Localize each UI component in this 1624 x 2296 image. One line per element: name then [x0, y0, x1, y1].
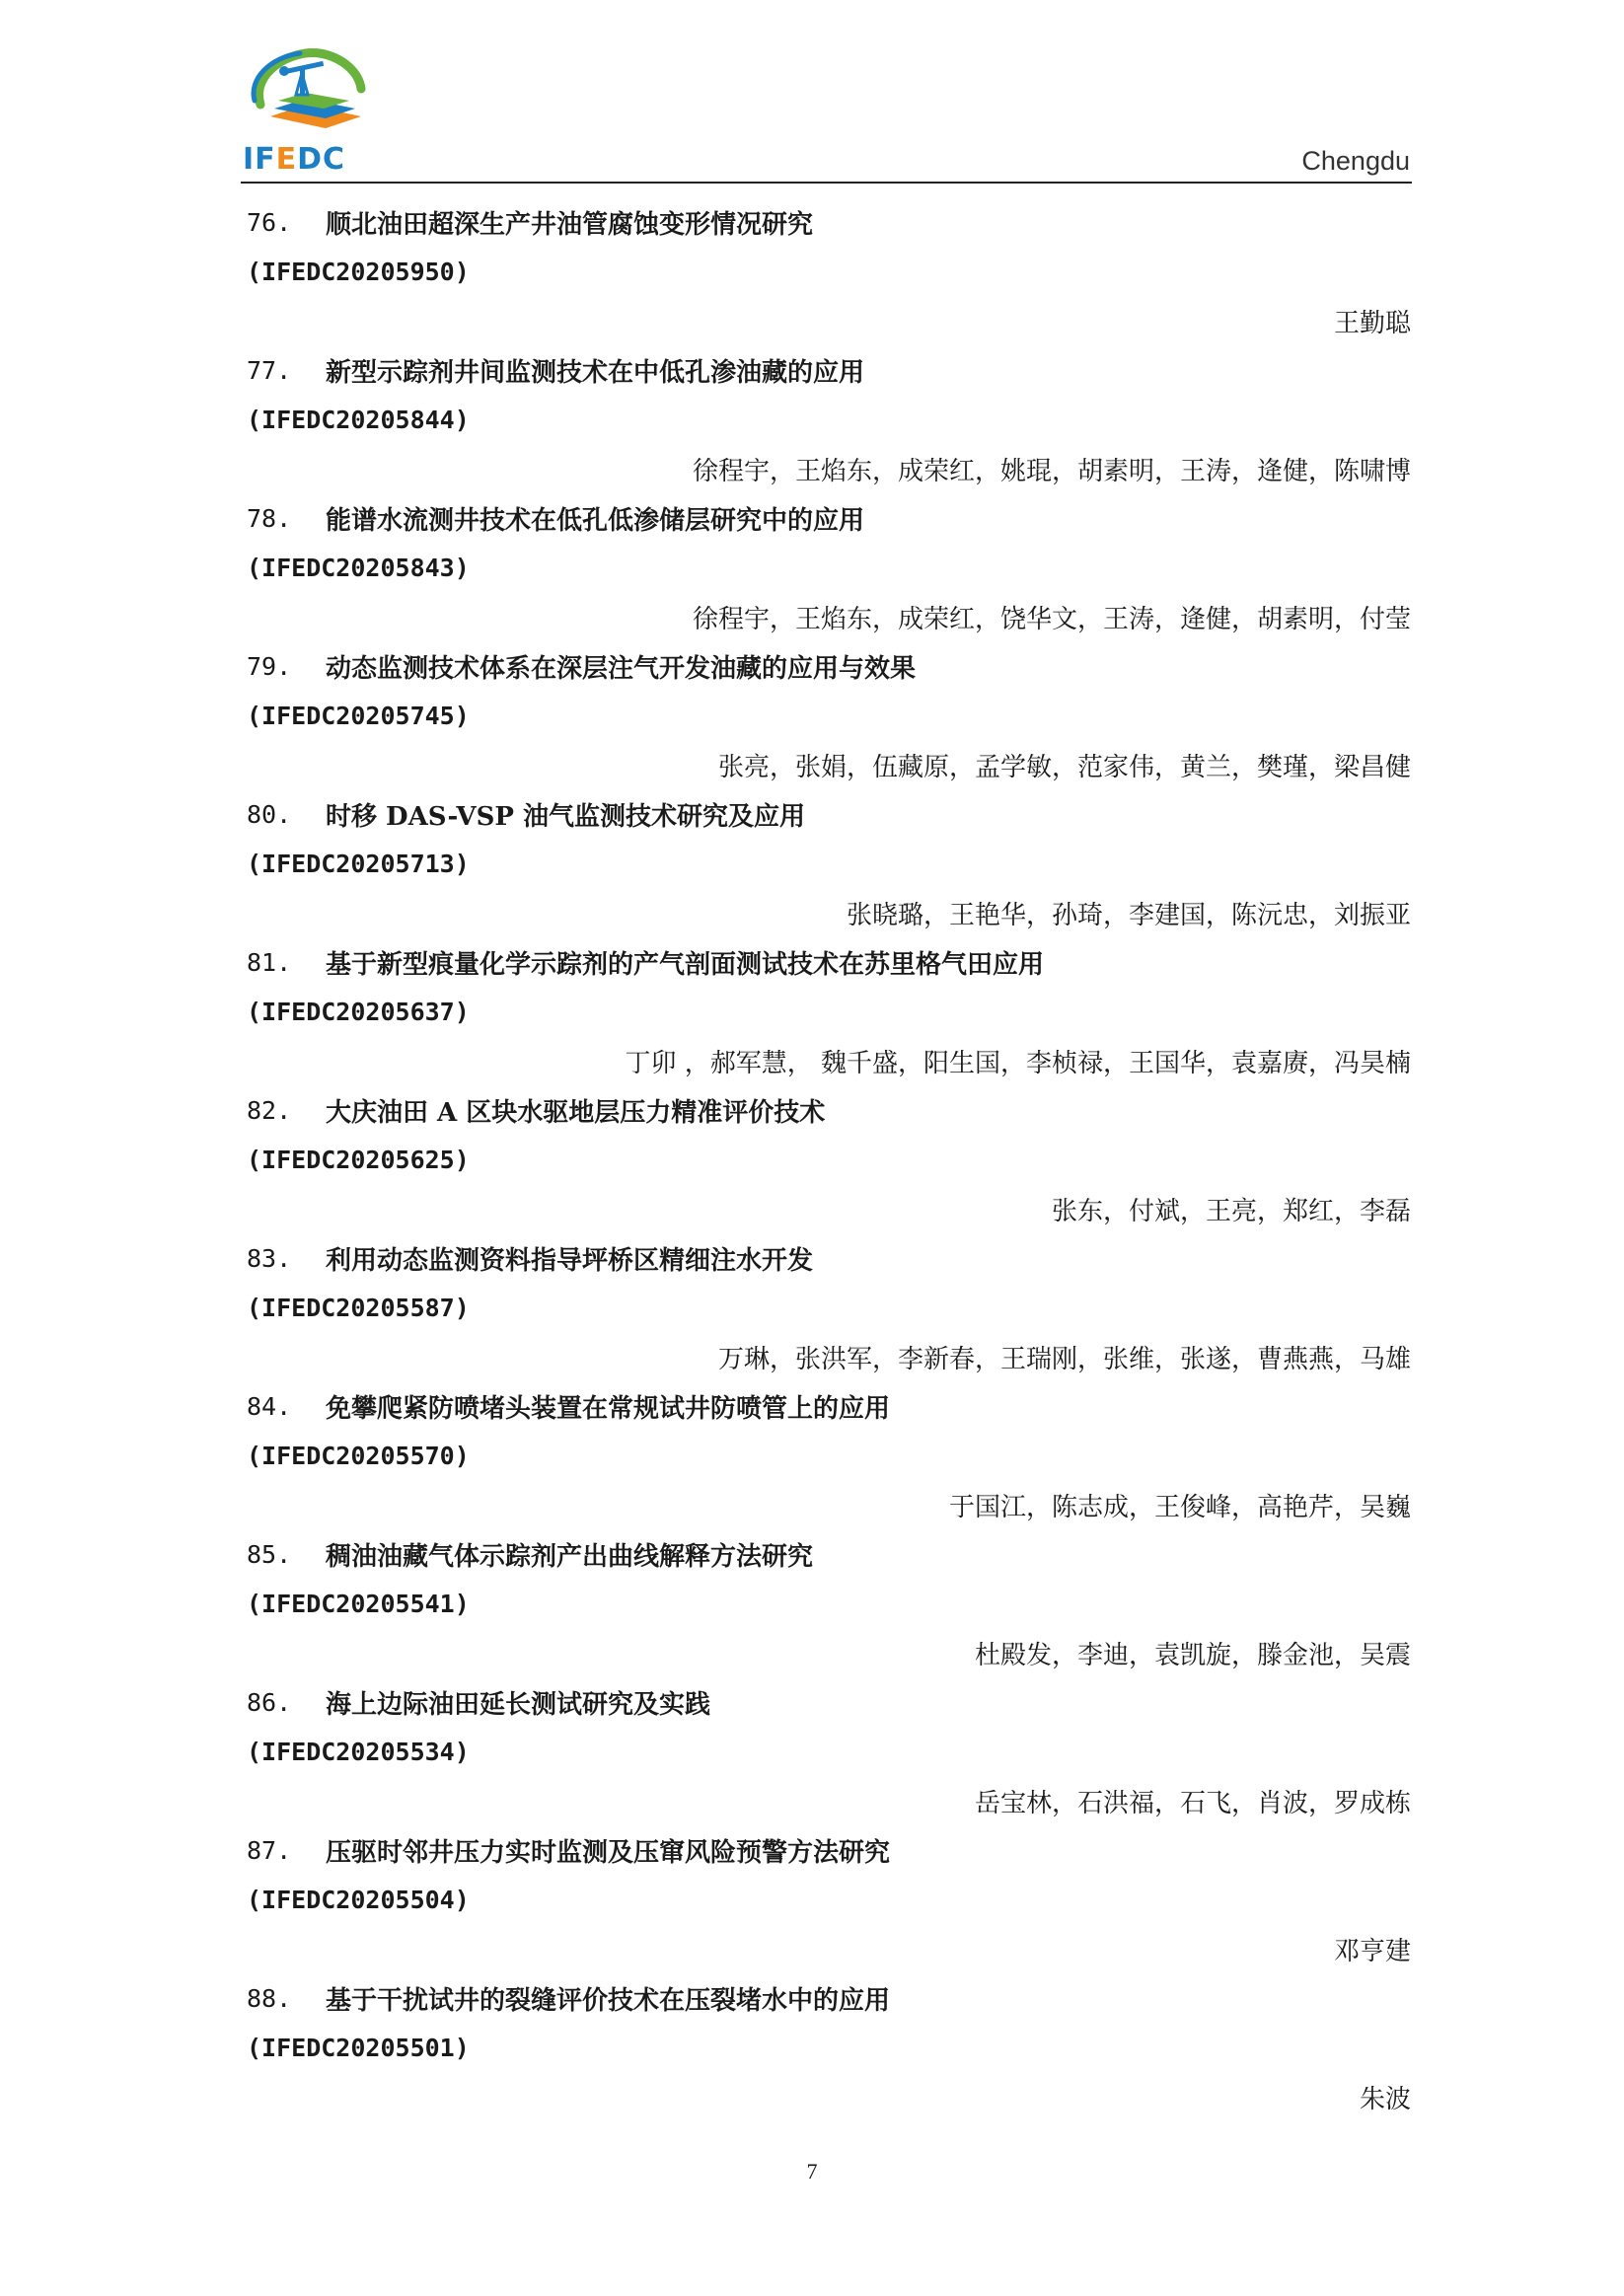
- entry-authors: 徐程宇，王焰东，成荣红，姚琨，胡素明，王涛，逄健，陈啸博: [692, 456, 1411, 486]
- paper-entry: [247, 1973, 1411, 2121]
- paper-list: [247, 197, 1411, 2121]
- paper-entry: [247, 345, 1411, 493]
- entry-number: 81.: [247, 947, 292, 977]
- entry-title: 海上边际油田延长测试研究及实践: [326, 1689, 711, 1720]
- entry-code: (IFEDC20205713): [247, 849, 470, 878]
- entry-title-line: [247, 1233, 1411, 1283]
- entry-authors: 邓亨建: [1333, 1936, 1411, 1966]
- entry-authors: 张亮，张娟，伍藏原，孟学敏，范家伟，黄兰，樊瑾，梁昌健: [717, 752, 1411, 782]
- entry-title-line: [247, 197, 1411, 247]
- entry-title: 顺北油田超深生产井油管腐蚀变形情况研究: [326, 209, 814, 240]
- entry-code: (IFEDC20205501): [247, 2033, 470, 2062]
- entry-title: 能谱水流测井技术在低孔低渗储层研究中的应用: [326, 505, 865, 536]
- entry-title: 免攀爬紧防喷堵头装置在常规试井防喷管上的应用: [326, 1393, 891, 1424]
- paper-entry: [247, 197, 1411, 345]
- paper-entry: [247, 1233, 1411, 1381]
- entry-number: 83.: [247, 1243, 292, 1273]
- entry-title: 基于新型痕量化学示踪剂的产气剖面测试技术在苏里格气田应用: [326, 949, 1045, 980]
- entry-authors: 岳宝林，石洪福，石飞，肖波，罗成栋: [974, 1788, 1411, 1818]
- entry-number: 86.: [247, 1687, 292, 1717]
- logo-text-dc: DC: [297, 142, 346, 177]
- paper-entry: [247, 1825, 1411, 1973]
- entry-code: (IFEDC20205950): [247, 257, 470, 286]
- paper-entry: [247, 1085, 1411, 1233]
- entry-title-line: [247, 345, 1411, 395]
- entry-code: (IFEDC20205541): [247, 1589, 470, 1618]
- entry-title: 压驱时邻井压力实时监测及压窜风险预警方法研究: [326, 1837, 891, 1868]
- entry-authors: 张晓璐，王艳华，孙琦，李建国，陈沅忠，刘振亚: [846, 900, 1411, 930]
- page-number: 7: [806, 2159, 818, 2184]
- entry-number: 79.: [247, 651, 292, 681]
- entry-code: (IFEDC20205637): [247, 997, 470, 1026]
- ifedc-logo: [241, 43, 379, 182]
- entry-title-line: [247, 1085, 1411, 1135]
- entry-code: (IFEDC20205570): [247, 1441, 470, 1470]
- entry-title: 动态监测技术体系在深层注气开发油藏的应用与效果: [326, 653, 917, 684]
- entry-title: 时移 DAS-VSP 油气监测技术研究及应用: [326, 801, 805, 832]
- entry-number: 84.: [247, 1391, 292, 1421]
- entry-title: 新型示踪剂井间监测技术在中低孔渗油藏的应用: [326, 357, 865, 388]
- paper-entry: [247, 493, 1411, 641]
- entry-number: 82.: [247, 1095, 292, 1125]
- entry-code: (IFEDC20205587): [247, 1293, 470, 1322]
- entry-number: 78.: [247, 503, 292, 533]
- logo-wordmark: [243, 142, 345, 177]
- entry-authors: 朱波: [1359, 2084, 1411, 2114]
- paper-entry: [247, 641, 1411, 789]
- entry-authors: 于国江，陈志成，王俊峰，高艳芹，吴巍: [948, 1492, 1411, 1522]
- entry-authors: 张东，付斌，王亮，郑红，李磊: [1051, 1196, 1411, 1226]
- header-city: Chengdu: [1301, 146, 1410, 176]
- entry-title-line: [247, 789, 1411, 839]
- logo-text-e: E: [275, 142, 298, 177]
- page-header: [241, 43, 1412, 185]
- entry-number: 77.: [247, 355, 292, 385]
- paper-entry: [247, 1677, 1411, 1825]
- logo-text-if: IF: [243, 142, 276, 177]
- entry-number: 76.: [247, 207, 292, 237]
- entry-authors: 杜殿发，李迪，袁凯旋，滕金池，吴震: [974, 1640, 1411, 1670]
- entry-title: 稠油油藏气体示踪剂产出曲线解释方法研究: [326, 1541, 814, 1572]
- entry-title: 利用动态监测资料指导坪桥区精细注水开发: [326, 1245, 814, 1276]
- entry-title: 基于干扰试井的裂缝评价技术在压裂堵水中的应用: [326, 1985, 891, 2016]
- entry-number: 87.: [247, 1835, 292, 1865]
- entry-title-line: [247, 1677, 1411, 1727]
- oil-pump-logo-icon: [241, 43, 371, 138]
- entry-title: 大庆油田 A 区块水驱地层压力精准评价技术: [326, 1097, 826, 1128]
- entry-code: (IFEDC20205625): [247, 1145, 470, 1174]
- entry-title-line: [247, 1529, 1411, 1579]
- entry-title-line: [247, 1825, 1411, 1875]
- entry-number: 88.: [247, 1983, 292, 2013]
- entry-title-line: [247, 937, 1411, 987]
- entry-authors: 万琳，张洪军，李新春，王瑞刚，张维，张遂，曹燕燕，马雄: [717, 1344, 1411, 1374]
- entry-number: 80.: [247, 799, 292, 829]
- paper-entry: [247, 1529, 1411, 1677]
- entry-authors: 丁卯 ，郝军慧， 魏千盛，阳生国，李桢禄，王国华，袁嘉赓，冯昊楠: [625, 1048, 1411, 1078]
- paper-entry: [247, 789, 1411, 937]
- entry-number: 85.: [247, 1539, 292, 1569]
- entry-title-line: [247, 1381, 1411, 1431]
- paper-entry: [247, 1381, 1411, 1529]
- header-divider: [241, 182, 1412, 184]
- paper-entry: [247, 937, 1411, 1085]
- entry-code: (IFEDC20205844): [247, 405, 470, 434]
- entry-title-line: [247, 641, 1411, 691]
- entry-code: (IFEDC20205745): [247, 701, 470, 730]
- entry-code: (IFEDC20205843): [247, 553, 470, 582]
- entry-title-line: [247, 493, 1411, 543]
- entry-authors: 徐程宇，王焰东，成荣红，饶华文，王涛，逄健，胡素明，付莹: [692, 604, 1411, 634]
- entry-code: (IFEDC20205534): [247, 1737, 470, 1766]
- entry-code: (IFEDC20205504): [247, 1885, 470, 1914]
- entry-authors: 王勤聪: [1333, 308, 1411, 338]
- entry-title-line: [247, 1973, 1411, 2023]
